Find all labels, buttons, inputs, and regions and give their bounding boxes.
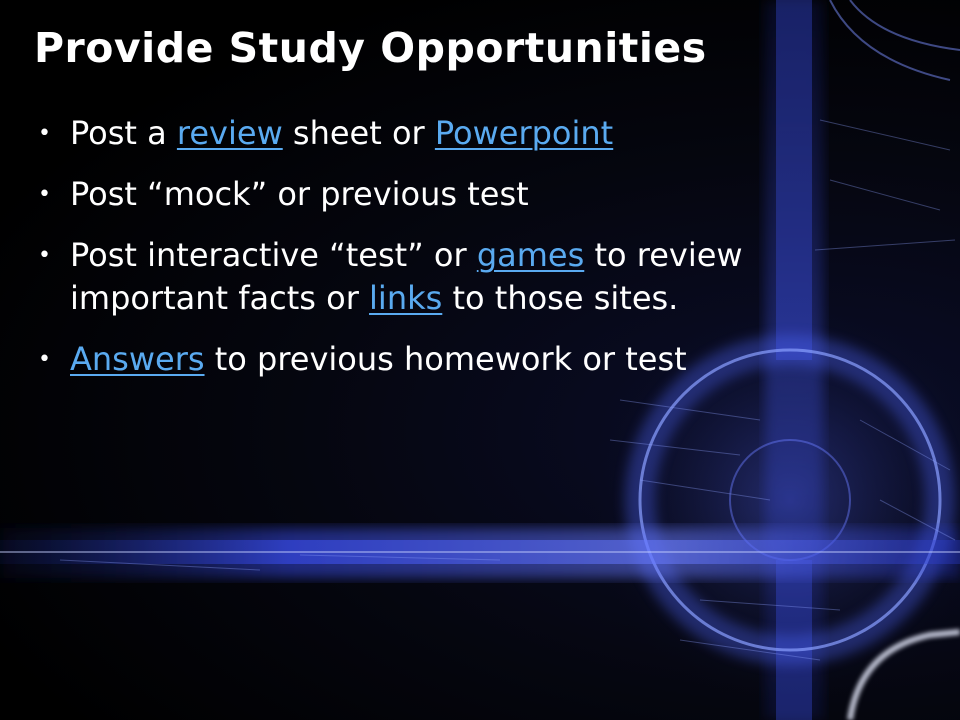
bullet-icon: • xyxy=(38,243,51,268)
bullet-text: sheet or xyxy=(282,114,435,152)
powerpoint-link[interactable]: Powerpoint xyxy=(434,114,614,152)
bullet-list xyxy=(34,112,774,399)
slide-title: Provide Study Opportunities xyxy=(34,24,707,72)
bullet-text: Post interactive “test” or xyxy=(70,236,477,274)
links-link[interactable]: links xyxy=(369,279,443,317)
bullet-text: Post a xyxy=(70,114,177,152)
bullet-text: to those sites. xyxy=(442,279,679,317)
bullet-item xyxy=(34,338,774,381)
bullet-text: Post “mock” or previous test xyxy=(70,175,529,213)
bullet-text: to previous homework or test xyxy=(204,340,687,378)
bullet-icon: • xyxy=(38,121,51,146)
bullet-item xyxy=(34,112,774,155)
bullet-icon: • xyxy=(38,347,51,372)
bullet-text: to review important facts or xyxy=(70,236,743,317)
bullet-icon: • xyxy=(38,182,51,207)
bullet-item xyxy=(34,173,774,216)
bullet-item xyxy=(34,234,774,320)
review-link[interactable]: review xyxy=(176,114,283,152)
answers-link[interactable]: Answers xyxy=(70,340,205,378)
games-link[interactable]: games xyxy=(476,236,585,274)
